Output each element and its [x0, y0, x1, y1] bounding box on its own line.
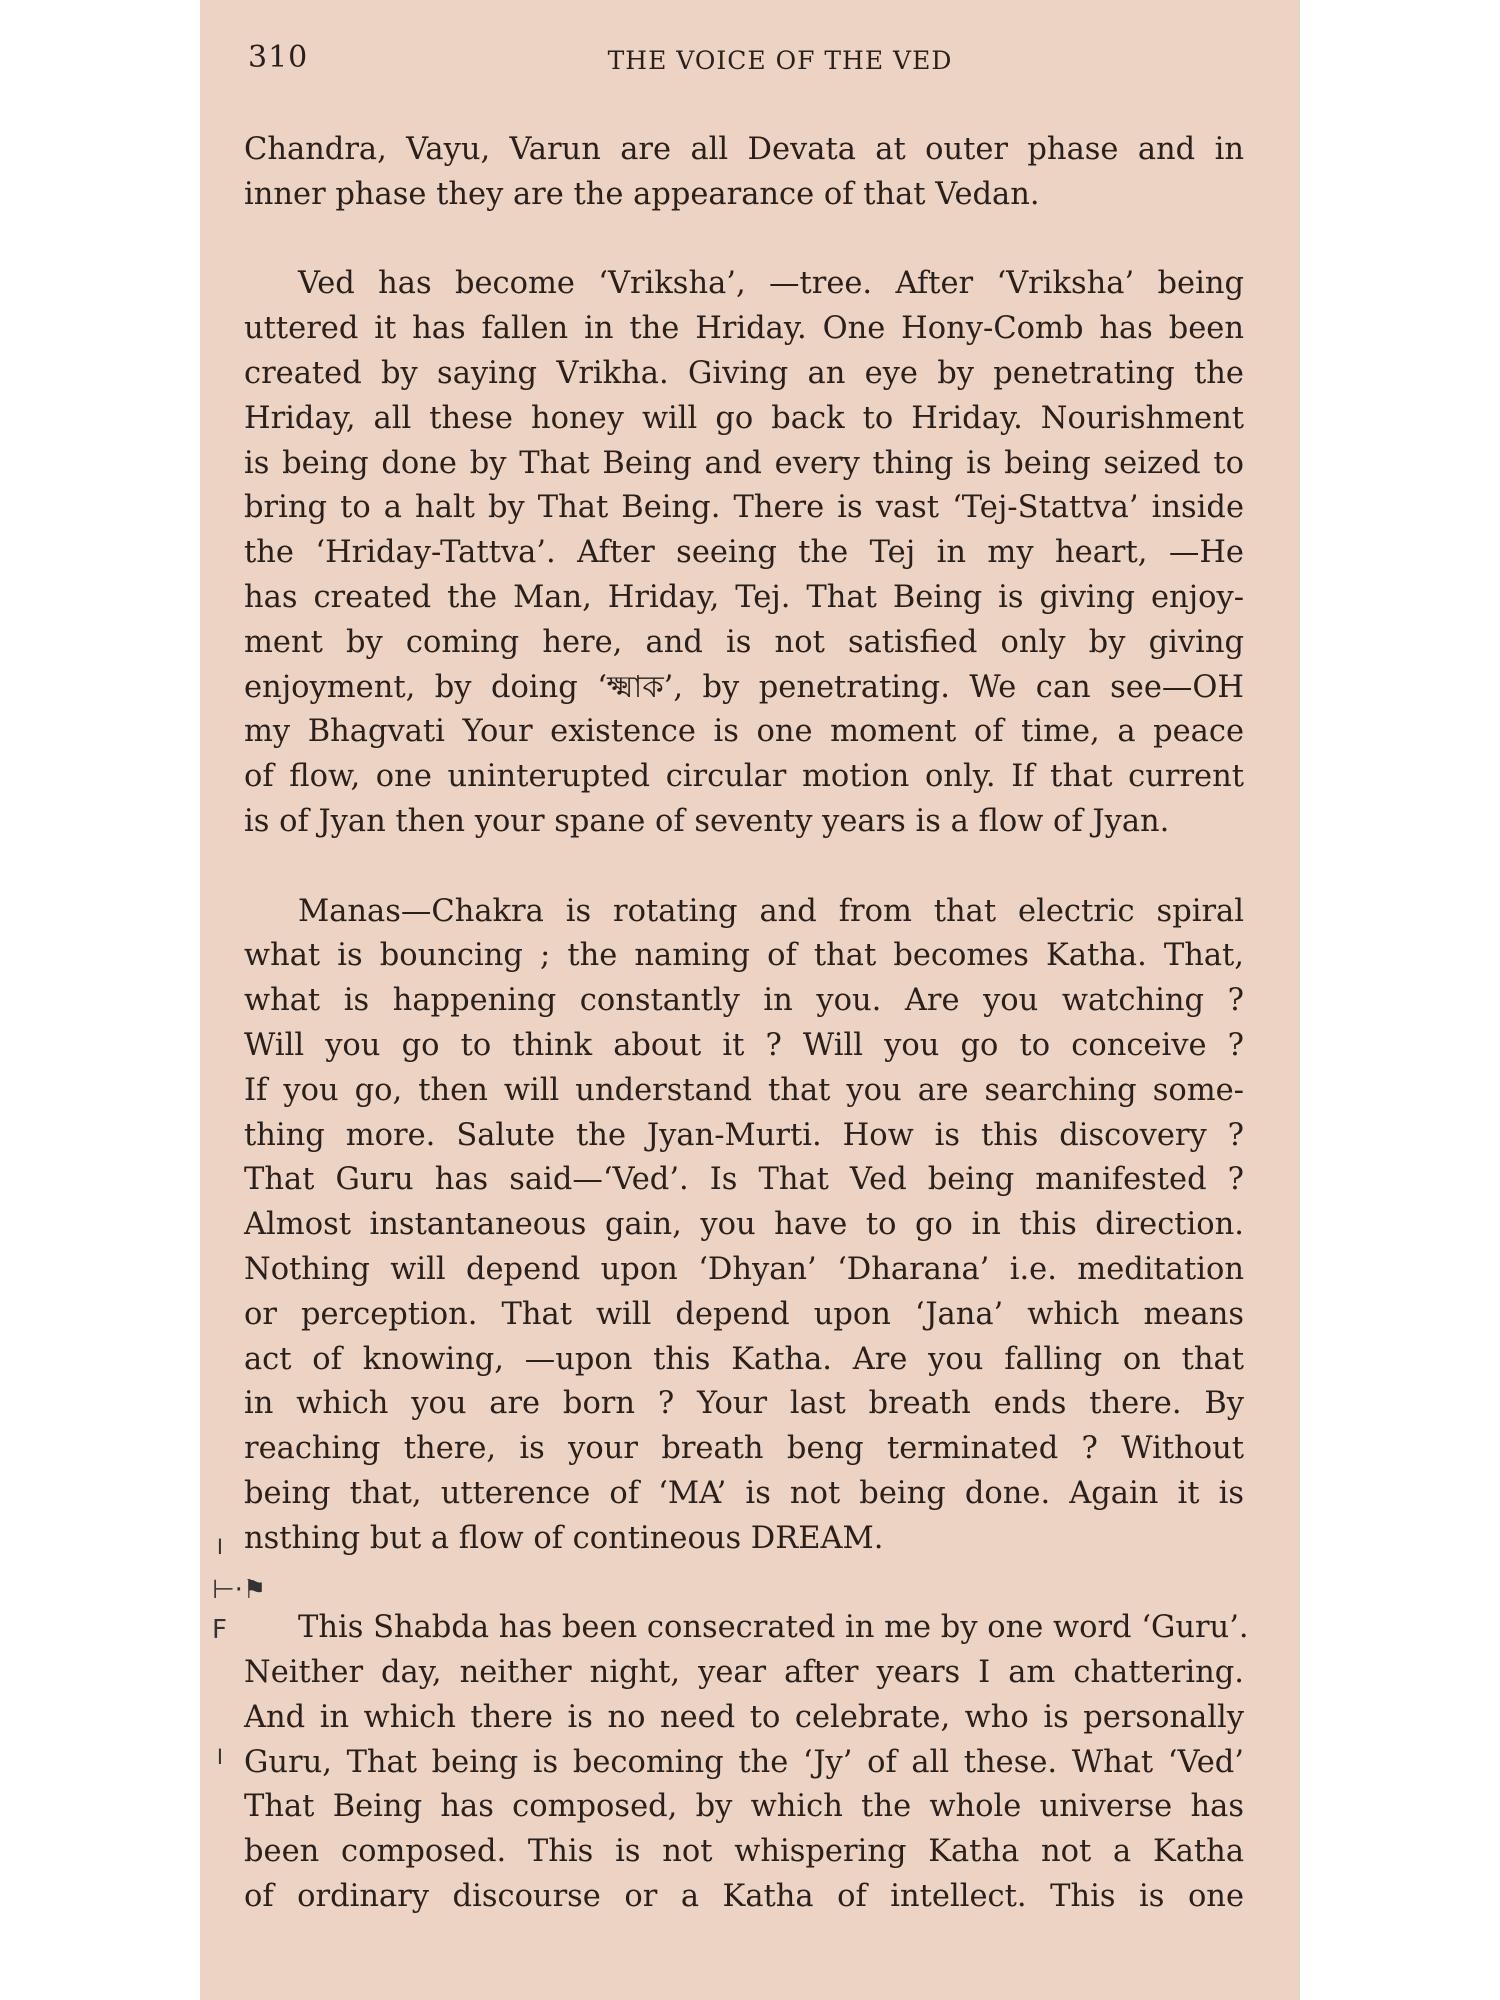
page-number: 310	[248, 40, 309, 75]
text-line: That Being has composed, by which the whole universe has	[244, 1789, 1244, 1825]
text-line: This Shabda has been consecrated in me by one word ‘Guru’.	[298, 1610, 1249, 1646]
paragraph-4	[244, 1606, 1249, 1920]
text-line: act of knowing, —upon this Katha. Are you falling on that	[244, 1341, 1244, 1377]
text-line: If you go, then will understand that you are searching some-	[244, 1072, 1244, 1108]
paragraph-3	[244, 890, 1244, 1562]
text-line: uttered it has fallen in the Hriday. One Hony-Comb has been	[244, 311, 1244, 347]
margin-mark: ╵	[212, 1750, 228, 1780]
text-line: bring to a halt by That Being. There is vast ‘Tej-Stattva’ inside	[244, 490, 1244, 526]
text-line: Almost instantaneous gain, you have to go in this direction.	[244, 1207, 1244, 1243]
text-line: ment by coming here, and is not satisfied only by giving	[244, 624, 1244, 660]
margin-mark: ╵	[212, 1540, 228, 1570]
text-line: Hriday, all these honey will go back to Hriday. Nourishment	[244, 400, 1244, 436]
text-line: created by saying Vrikha. Giving an eye by penetrating the	[244, 355, 1244, 391]
text-line: my Bhagvati Your existence is one moment of time, a peace	[244, 714, 1244, 750]
page-header	[248, 40, 1252, 90]
text-line: Guru, That being is becoming the ‘Jy’ of all these. What ‘Ved’	[244, 1744, 1244, 1780]
text-line: inner phase they are the appearance of that Vedan.	[244, 176, 1040, 212]
margin-mark: Ϝ	[212, 1615, 227, 1645]
text-line: Chandra, Vayu, Varun are all Devata at outer phase and in	[244, 132, 1244, 167]
text-line: Neither day, neither night, year after years I am chattering.	[244, 1655, 1244, 1691]
text-line: what is bouncing ; the naming of that becomes Katha. That,	[244, 938, 1244, 974]
text-line: is being done by That Being and every thing is being seized to	[244, 445, 1244, 481]
paragraph-1	[244, 128, 1244, 218]
text-line: thing more. Salute the Jyan-Murti. How is this discovery ?	[244, 1117, 1244, 1153]
text-line: Manas—Chakra is rotating and from that electric spiral	[298, 893, 1244, 929]
text-line: Will you go to think about it ? Will you go to conceive ?	[244, 1027, 1244, 1063]
body-text	[244, 128, 1249, 1920]
text-line: the ‘Hriday-Tattva’. After seeing the Tej in my heart, —He	[244, 535, 1244, 571]
text-line: what is happening constantly in you. Are you watching ?	[244, 983, 1244, 1019]
text-line: is of Jyan then your spane of seventy years is a flow of Jyan.	[244, 803, 1170, 839]
text-line: in which you are born ? Your last breath ends there. By	[244, 1386, 1244, 1422]
text-line: nsthing but a flow of contineous DREAM.	[244, 1520, 884, 1556]
text-line: And in which there is no need to celebrate, who is personally	[244, 1699, 1244, 1735]
text-line: being that, utterence of ‘MA’ is not being done. Again it is	[244, 1475, 1244, 1511]
text-line: reaching there, is your breath beng terminated ? Without	[244, 1431, 1244, 1467]
text-line: of ordinary discourse or a Katha of intellect. This is one	[244, 1879, 1244, 1915]
text-line: or perception. That will depend upon ‘Jana’ which means	[244, 1296, 1244, 1332]
text-line: of flow, one uninterupted circular motion only. If that current	[244, 759, 1244, 795]
paragraph-2	[244, 262, 1244, 844]
text-line: enjoyment, by doing ‘ক্ষ্মাক’, by penetrating. We can see—OH	[244, 669, 1244, 705]
book-page	[200, 0, 1300, 2000]
margin-mark: ⊢·⚑	[212, 1575, 267, 1605]
text-line: Ved has become ‘Vriksha’, —tree. After ‘Vriksha’ being	[298, 266, 1244, 302]
text-line: That Guru has said—‘Ved’. Is That Ved being manifested ?	[244, 1162, 1244, 1198]
text-line: Nothing will depend upon ‘Dhyan’ ‘Dharana’ i.e. meditation	[244, 1251, 1244, 1287]
text-line: has created the Man, Hriday, Tej. That Being is giving enjoy-	[244, 579, 1244, 615]
text-line: been composed. This is not whispering Katha not a Katha	[244, 1834, 1244, 1870]
running-title: THE VOICE OF THE VED	[607, 46, 953, 75]
